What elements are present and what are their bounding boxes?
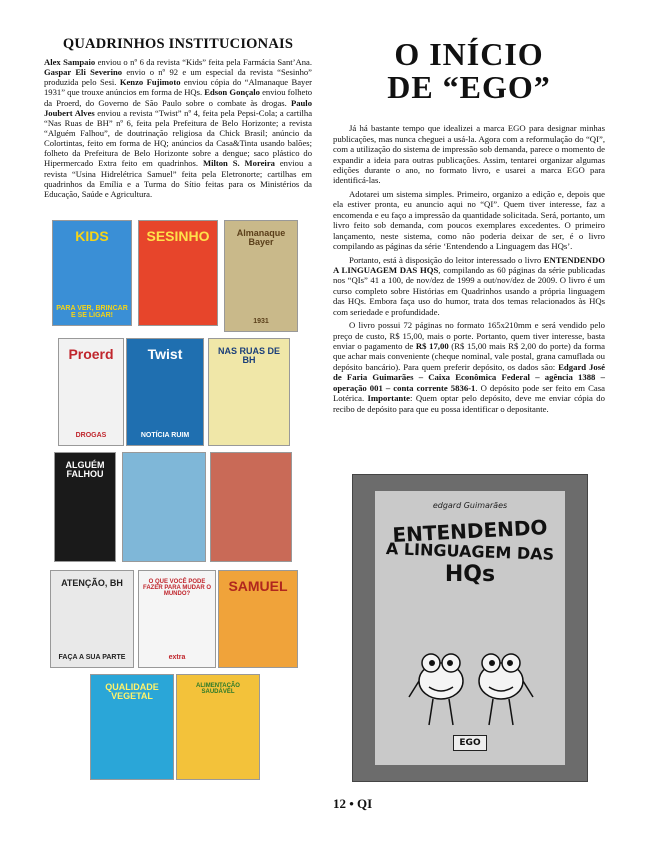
cover-title: SESINHO [146, 228, 210, 244]
headline-line-2: DE “EGO” [387, 68, 551, 105]
headline-line-1: O INÍCIO [394, 36, 544, 72]
book-cover-title-line-3: HQs [444, 561, 496, 587]
cover-subtitle: DROGAS [75, 432, 107, 439]
contributor-name: Paulo Joubert Alves [44, 97, 312, 118]
right-column [333, 36, 605, 417]
cover-colortintas [122, 452, 206, 562]
emphasis-text: Edgard José de Faria Guimarães – Caixa Econômica Federal – agência 1388 – operação 001 – conta corrente 5836-1 [333, 361, 605, 393]
cover-alguem [54, 452, 116, 562]
cover-title: ALGUÉM FALHOU [65, 460, 105, 479]
cover-title: NAS RUAS DE BH [217, 346, 280, 365]
paragraph-text: Portanto, está à disposição do leitor interessado o livro [349, 254, 544, 265]
cover-alimentacao [176, 674, 260, 780]
emphasis-text: R$ 17,00 [415, 341, 449, 351]
cover-nasruas [208, 338, 290, 446]
cover-title: Proerd [68, 346, 114, 362]
cover-bayer [224, 220, 298, 332]
article-paragraph [333, 123, 605, 186]
article-text: enviou cópia do “Almanaque Bayer 1931” que trouxe anúncios em forma de HQs. [44, 77, 313, 98]
cover-title: QUALIDADE VEGETAL [105, 682, 159, 701]
article-paragraph [333, 189, 605, 252]
cover-sesinho [138, 220, 218, 326]
article-text: enviou a revista “Twist” nº 4, feita pela Pepsi-Cola; a cartilha “Nas Ruas de BH” nº 6, feita pela Prefeitura de Belo Horizonte; a revista “Alguém Falhou”, de doutrinação religiosa da Chick Brasil; anúncio da Colortintas, feito em forma de HQ; anúncios da Casa&Tinta usando balões; folheto da Prefeitura de Belo Horizonte sobre a dengue; saco plástico do Hipermercado Extra feito em quadrinhos. [44, 107, 313, 169]
emphasis-text: Importante [367, 393, 410, 404]
ego-logo: EGO [453, 735, 487, 751]
frog-characters-illustration [405, 641, 537, 731]
book-cover-image [352, 474, 588, 782]
cover-subtitle: FAÇA A SUA PARTE [58, 654, 126, 661]
contributor-name: Kenzo Fujimoto [119, 77, 181, 88]
cover-title: SAMUEL [228, 578, 288, 594]
article-text: enviou folheto da Proerd, do Governo de São Paulo sobre o combate às drogas. [44, 87, 312, 108]
book-cover-author: edgard Guimarães [432, 501, 508, 510]
book-cover-title-line-2: A LINGUAGEM DAS [385, 539, 555, 564]
cover-subtitle: NOTÍCIA RUIM [140, 432, 190, 439]
cover-kids [52, 220, 132, 326]
left-article-title: QUADRINHOS INSTITUCIONAIS [62, 36, 294, 52]
article-paragraph [333, 320, 605, 414]
paragraph-text: (R$ 15,00 mais R$ 2,00 do porte) da forma que achar mais conveniente (cheque nominal, vale postal, grana camuflada ou depósito bancário). Para quem preferir depósito, os dados são: [333, 341, 605, 372]
cover-qualidade [90, 674, 174, 780]
left-column [44, 36, 312, 199]
cover-title: ALIMENTAÇÃO SAUDÁVEL [196, 683, 240, 695]
paragraph-text: Já há bastante tempo que idealizei a marca EGO para designar minhas publicações, mas nunca cheguei a usá-la. Agora com a reformulação do “QI”, com a utilização do sistema de impressão sob demanda, parece o momento de expandir a ideia para outras publicações. Assim, tentarei organizar algumas edições durante o ano, no formato livro, e usarei a marca EGO para identificá-las. [333, 123, 605, 186]
cover-proerd [58, 338, 124, 446]
contributor-name: Milton S. Moreira [202, 158, 275, 169]
cover-title: Almanaque Bayer [236, 228, 286, 247]
cover-title: Twist [147, 346, 183, 362]
cover-subtitle: extra [168, 654, 186, 661]
cover-title: ATENÇÃO, BH [61, 578, 123, 588]
left-article-body [44, 57, 312, 199]
cover-atencao [50, 570, 134, 668]
emphasis-text: ENTENDENDO A LINGUAGEM DAS HQS [333, 254, 605, 275]
article-paragraph [333, 255, 605, 318]
contributor-name: Gaspar Eli Severino [44, 67, 123, 78]
contributor-name: Alex Sampaio [44, 57, 96, 67]
page-footer: 12 • QI [333, 796, 373, 811]
cover-twist [126, 338, 204, 446]
main-headline [333, 38, 605, 103]
article-text: enviou o nº 6 da revista “Kids” feita pela Farmácia Sant’Ana. [95, 57, 312, 67]
book-cover-title [375, 514, 565, 587]
paragraph-text: , compilando as 60 páginas da série publicadas nos “QIs” 41 a 100, de nov/dez de 1999 a out/nov/dez de 2009. O livro é um curso completo sobre Histórias em Quadrinhos usando a própria linguagem das HQs. Embora faça uso do humor, trata dos temas relacionados às HQs com seriedade e profundidade. [333, 264, 605, 317]
paragraph-text: . O depósito pode ser feito em Casa Lotérica. [333, 382, 605, 404]
right-article-body [333, 123, 605, 414]
paragraph-text: Adotarei um sistema simples. Primeiro, organizo a edição e, depois que ela estiver pronta, eu anuncio aqui no “QI”. Quem tiver interesse, faz a encomenda e eu faço a impressão da quantidade solicitada. Será, portanto, um livro feito sob demanda, com poucos exemplares excedentes. O primeiro lançamento, neste sistema, como não poderia deixar de ser, é o livro compilando as páginas da série ‘Entendendo a Linguagem das HQs’. [333, 188, 605, 252]
article-text: enviou a revista “Usina Hidrelétrica Samuel” feita pela Eletronorte; cartilhas em quadrinhos da Emília e a Turma do Sítio feitas para os Ministérios da Educação, Saúde e Agricultura. [44, 158, 312, 199]
paragraph-text: O livro possui 72 páginas no formato 165x210mm e será vendido pelo preço de custo, R$ 15,00, mais o porte. Portanto, quem tiver interesse, basta enviar o pagamento de [333, 320, 605, 351]
cover-extra [138, 570, 216, 668]
cover-samuel [218, 570, 298, 668]
book-cover-inner [375, 491, 565, 765]
contributor-name: Edson Gonçalo [204, 87, 260, 98]
paragraph-text: : Quem optar pelo depósito, deve me enviar cópia do recibo de depósito para que eu possa identificar o depositante. [333, 393, 605, 414]
cover-casatinta [210, 452, 292, 562]
book-cover-title-line-1: ENTENDENDO [391, 514, 549, 548]
cover-subtitle: 1931 [253, 318, 269, 325]
article-text: envio o nº 92 e um especial da revista “Sesinho” produzida pelo Sesi. [44, 67, 312, 88]
cover-title: KIDS [75, 228, 109, 244]
cover-title: O QUE VOCÊ PODE FAZER PARA MUDAR O MUNDO? [143, 579, 211, 597]
cover-subtitle: PARA VER, BRINCAR E SE LIGAR! [56, 305, 128, 319]
